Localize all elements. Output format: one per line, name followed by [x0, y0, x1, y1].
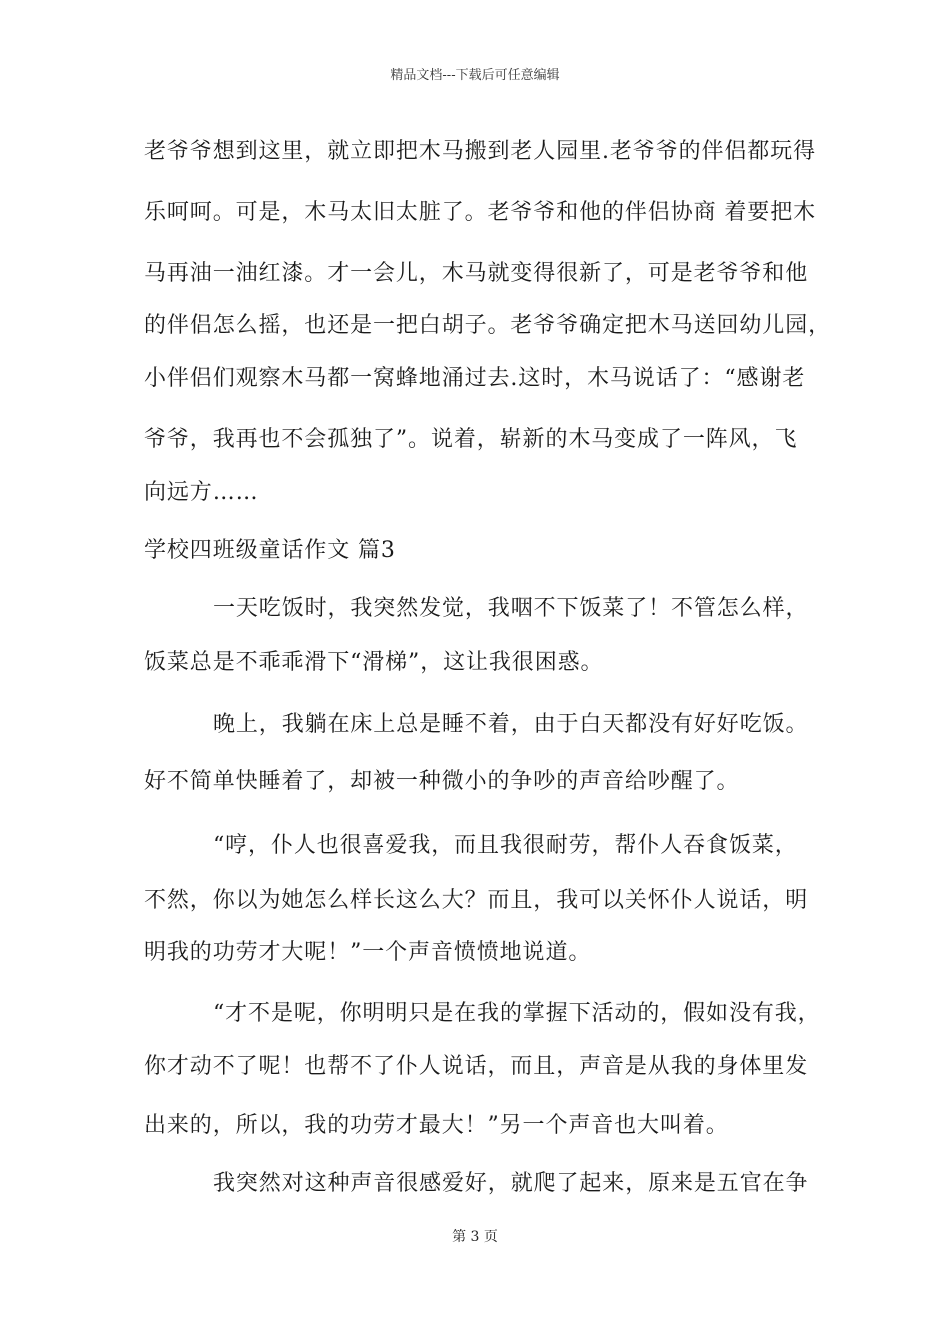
text-line: 晚上，我躺在床上总是睡不着，由于白天都没有好好吃饭。 [213, 712, 809, 737]
text-line: 出来的，所以，我的功劳才最大！”另一个声音也大叫着。 [144, 1113, 729, 1138]
text-line: 饭菜总是不乖乖滑下“滑梯”，这让我很困惑。 [144, 650, 604, 675]
text-line: “哼，仆人也很喜爱我，而且我很耐劳，帮仆人吞食饭菜， [213, 833, 798, 858]
text-line: 一天吃饭时，我突然发觉，我咽不下饭菜了！不管怎么样， [213, 596, 809, 621]
text-line: 向远方…… [144, 480, 259, 505]
text-line: 小伴侣们观察木马都一窝蜂地涌过去.这时，木马说话了：“感谢老 [144, 366, 806, 391]
text-line: 老爷爷想到这里，就立即把木马搬到老人园里.老爷爷的伴侣都玩得 [144, 139, 816, 164]
text-line: 我突然对这种声音很感爱好，就爬了起来，原来是五官在争 [213, 1171, 809, 1196]
text-line: 你才动不了呢！也帮不了仆人说话，而且，声音是从我的身体里发 [144, 1054, 809, 1079]
text-line: 不然，你以为她怎么样长这么大？而且，我可以关怀仆人说话，明 [144, 888, 809, 913]
section-heading: 学校四班级童话作文 篇3 [144, 538, 396, 563]
text-line: 明我的功劳才大呢！”一个声音愤愤地说道。 [144, 940, 592, 965]
text-line: 马再油一油红漆。才一会儿，木马就变得很新了，可是老爷爷和他 [144, 261, 809, 286]
text-line: 好不简单快睡着了，却被一种微小的争吵的声音给吵醒了。 [144, 769, 740, 794]
text-line: 的伴侣怎么摇，也还是一把白胡子。老爷爷确定把木马送回幼儿园， [144, 313, 832, 338]
page-number: 第 3 页 [452, 1229, 498, 1245]
text-line: 乐呵呵。可是，木马太旧太脏了。老爷爷和他的伴侣协商 着要把木 [144, 200, 816, 225]
page-header: 精品文档---下载后可任意编辑 [390, 68, 560, 83]
text-line: 爷爷，我再也不会孤独了”。说着，崭新的木马变成了一阵风，飞 [144, 427, 798, 452]
text-line: “才不是呢，你明明只是在我的掌握下活动的，假如没有我， [213, 1001, 821, 1026]
